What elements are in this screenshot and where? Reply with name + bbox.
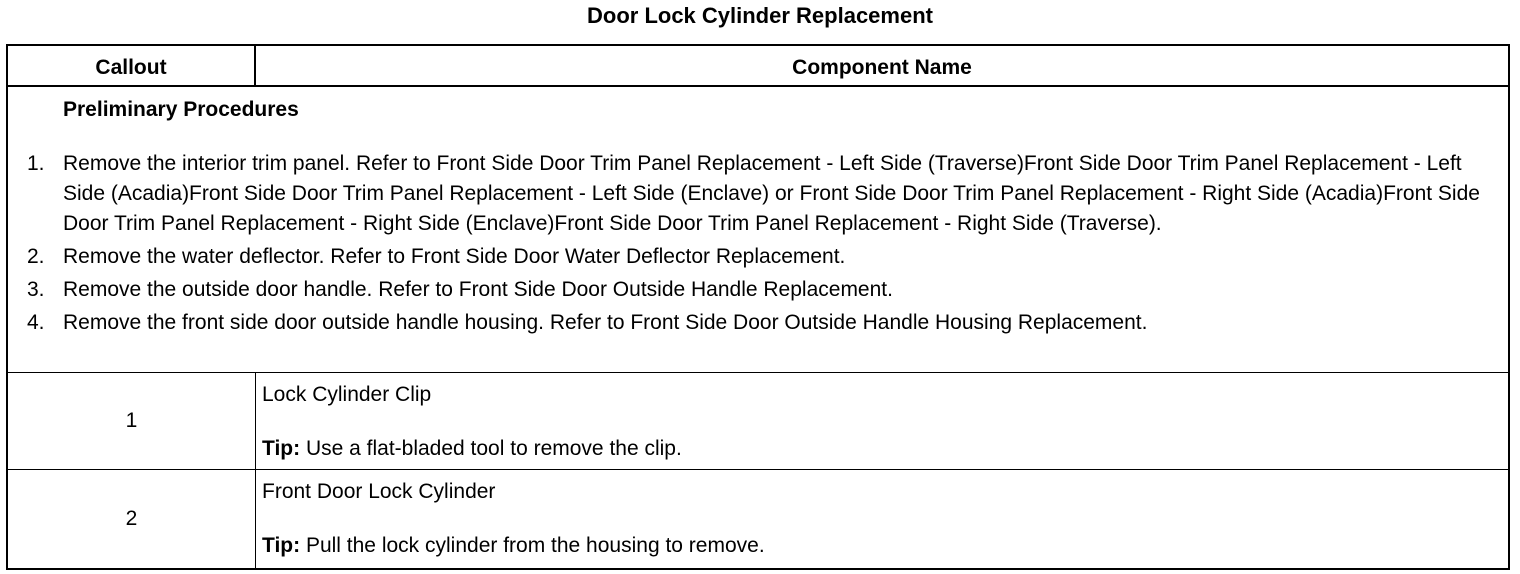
step-text: Remove the water deflector. Refer to Front Side Door Water Deflector Replacement.	[63, 245, 846, 268]
list-item	[8, 242, 1498, 272]
table-row	[8, 470, 1508, 568]
header-callout: Callout	[8, 46, 256, 87]
tip-text: Pull the lock cylinder from the housing to remove.	[300, 534, 765, 557]
tip	[262, 532, 765, 560]
steps-list	[8, 149, 1498, 341]
step-number: 1.	[27, 152, 45, 175]
component-cell	[256, 470, 1508, 568]
step-text: Remove the outside door handle. Refer to Front Side Door Outside Handle Replacement.	[63, 278, 893, 301]
tip-label: Tip:	[262, 437, 301, 460]
callout-number: 2	[125, 507, 138, 530]
list-item	[8, 275, 1498, 305]
tip-text: Use a flat-bladed tool to remove the clip.	[300, 437, 682, 460]
callout-cell	[8, 373, 256, 469]
preliminary-title: Preliminary Procedures	[63, 98, 299, 121]
callout-number: 1	[125, 409, 138, 432]
tip-label: Tip:	[262, 534, 301, 557]
component-name: Front Door Lock Cylinder	[262, 480, 496, 503]
header-component-name: Component Name	[792, 56, 972, 79]
table-row	[8, 373, 1508, 470]
page-title: Door Lock Cylinder Replacement	[587, 3, 933, 28]
list-item	[8, 149, 1498, 239]
step-text: Remove the front side door outside handle housing. Refer to Front Side Door Outside Handle Housing Replacement.	[63, 311, 1148, 334]
step-number: 2.	[27, 245, 45, 268]
callout-cell	[8, 470, 256, 568]
component-cell	[256, 373, 1508, 469]
step-number: 4.	[27, 311, 45, 334]
preliminary-procedures	[8, 87, 1508, 373]
step-number: 3.	[27, 278, 45, 301]
component-name: Lock Cylinder Clip	[262, 383, 432, 406]
procedure-table	[6, 44, 1510, 570]
table-header	[8, 46, 1508, 87]
step-text: Remove the interior trim panel. Refer to Front Side Door Trim Panel Replacement - Left Side (Traverse)Front Side Door Trim Panel Replacement - Left Side (Acadia)Front Side Door Trim Panel Replacement - Left Side (Enclave) or Front Side Door Trim Panel Replacement - Right Side (Acadia)Front Side Door Trim Panel Replacement - Right Side (Enclave)Front Side Door Trim Panel Replacement - Right Side (Traverse).	[63, 152, 1480, 235]
list-item	[8, 308, 1498, 338]
tip	[262, 435, 682, 463]
